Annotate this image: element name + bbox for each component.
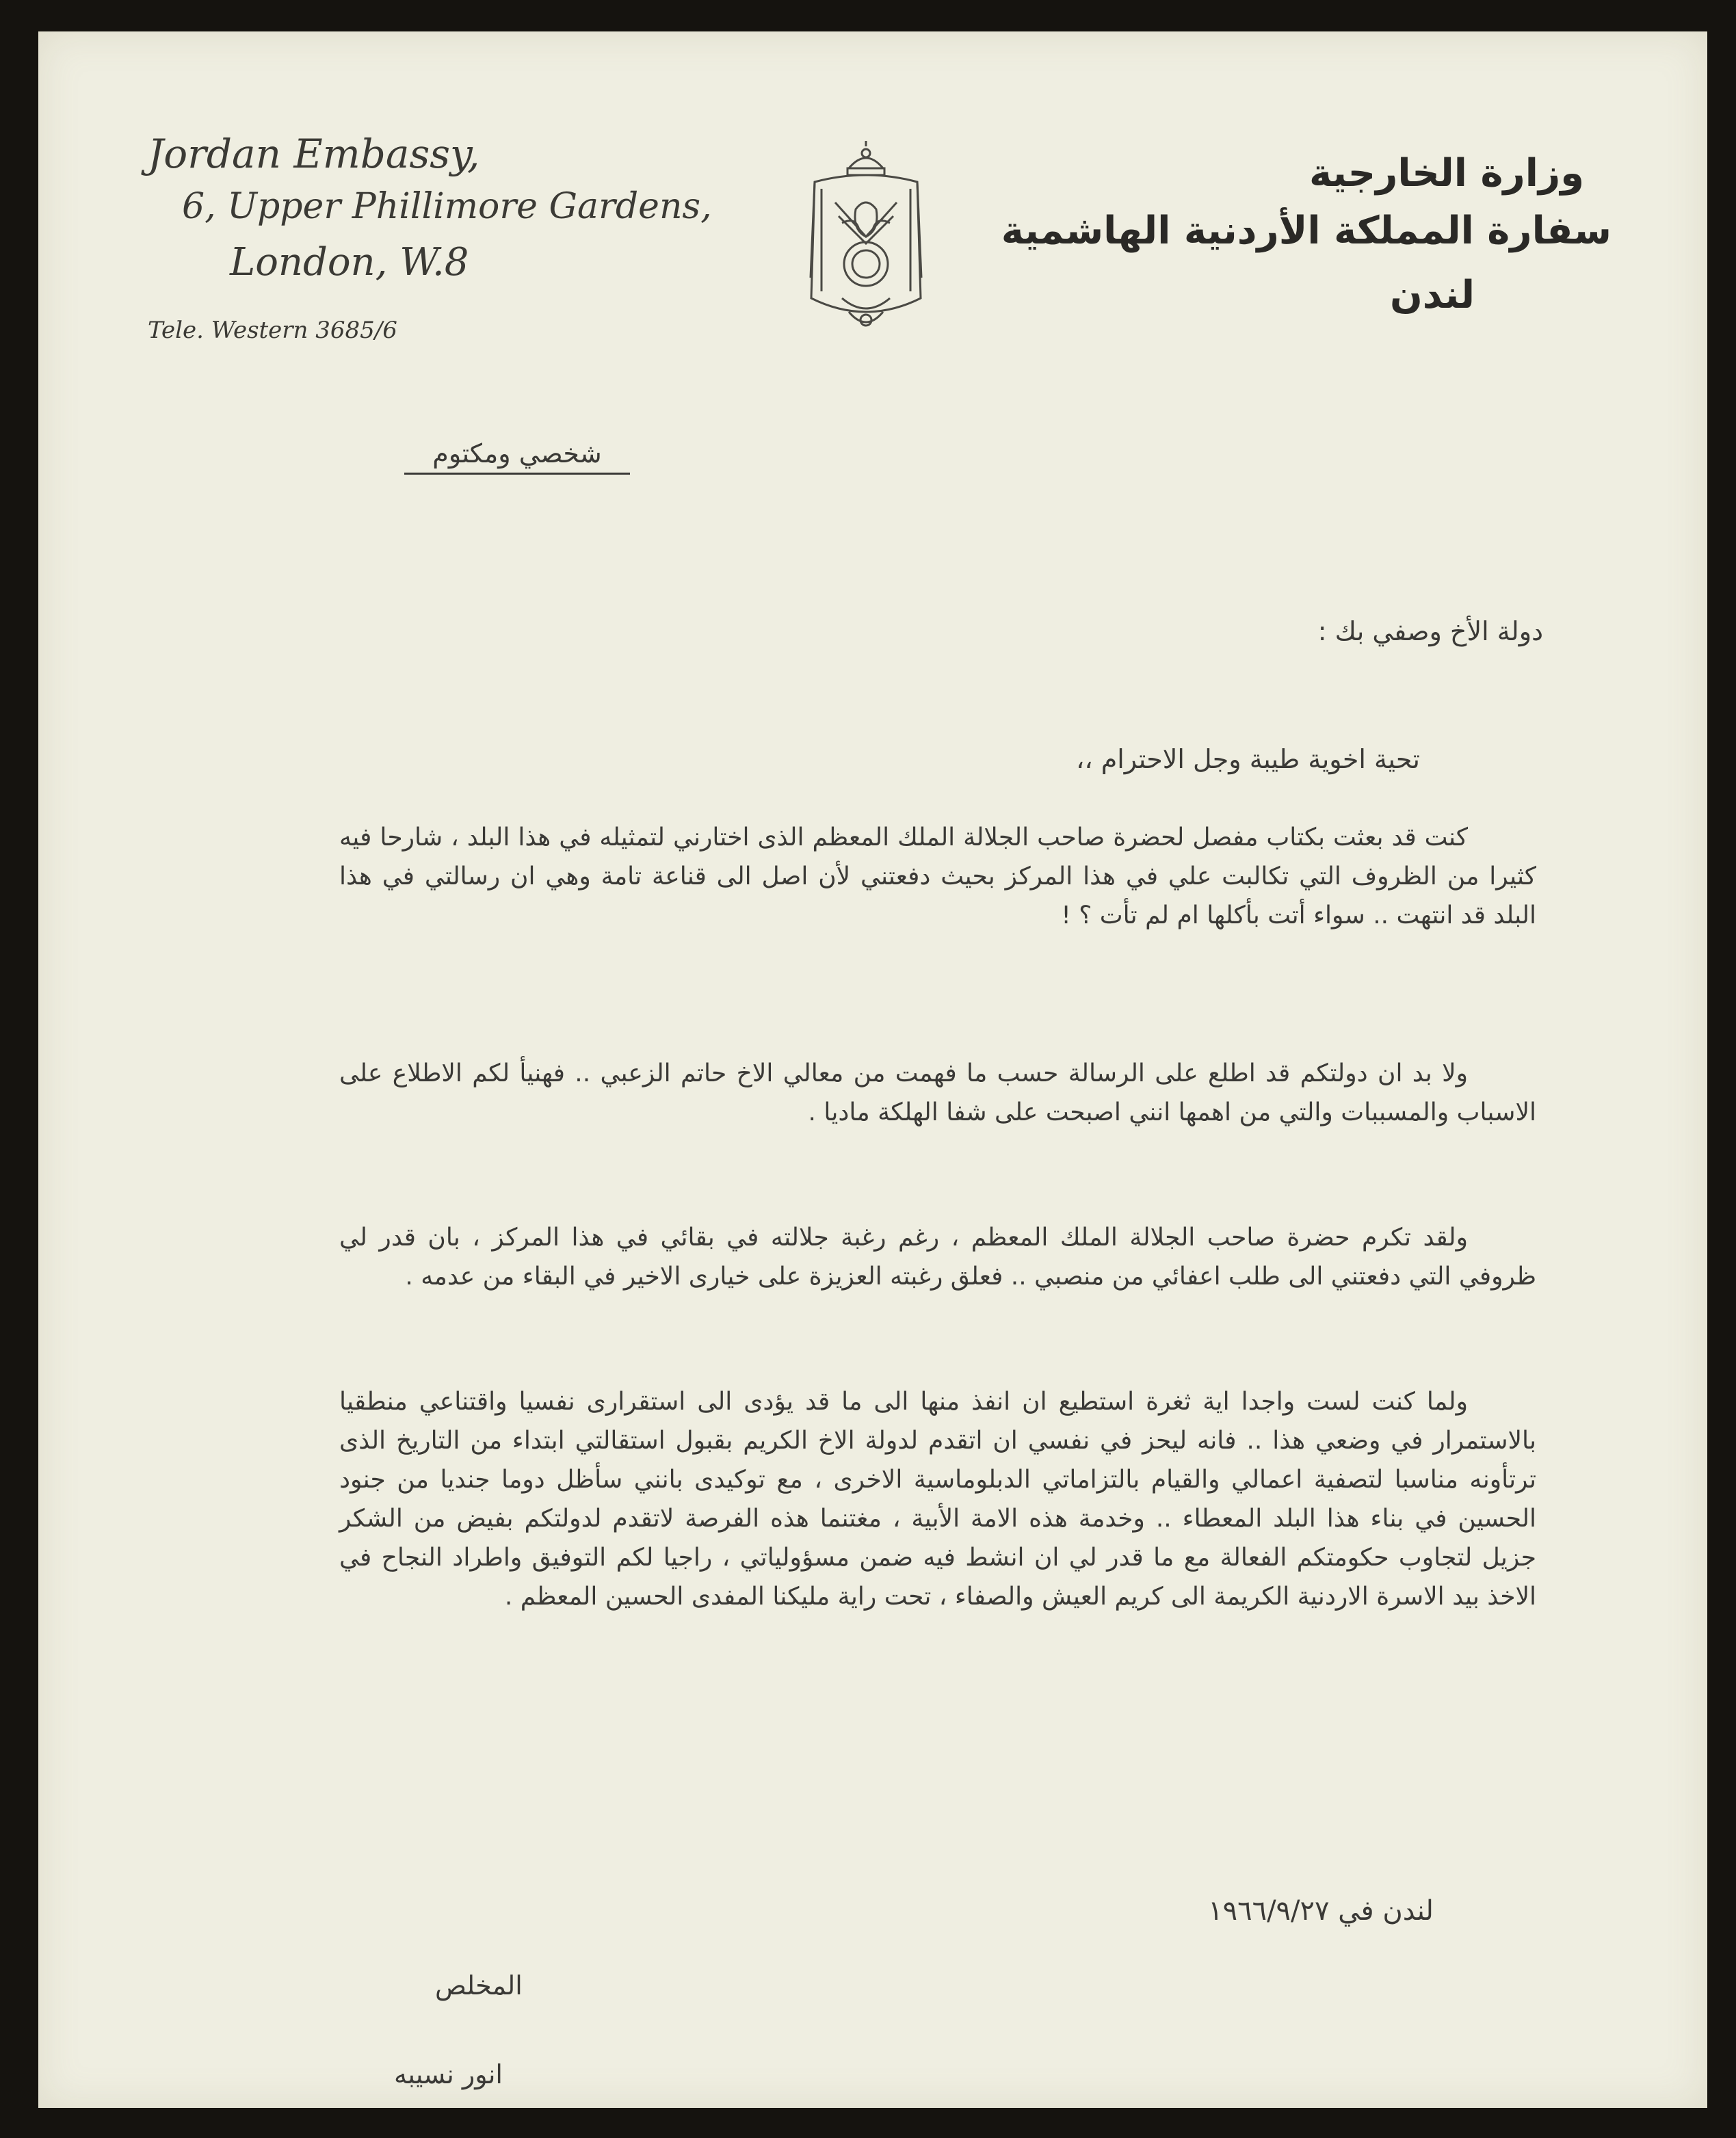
paragraph-2 [339,1054,1536,1132]
paragraph-1-text: كنت قد بعثت بكتاب مفصل لحضرة صاحب الجلالة الملك المعظم الذى اختارني لتمثيله في هذا البلد ، شارحا فيه كثيرا من الظروف التي تكالبت علي في هذا المركز بحيث دفعتني لأن اصل الى قناعة تامة وهي ان رسالتي في هذا البلد قد انتهت .. سواء أتت بأكلها ام لم تأت ؟ ! [339,823,1536,929]
paragraph-1 [339,818,1536,935]
paragraph-4 [339,1382,1536,1616]
ministry-name: وزارة الخارجية [1308,151,1584,196]
closing: المخلص [435,1970,523,2001]
paragraph-4-text: ولما كنت لست واجدا اية ثغرة استطيع ان انفذ منها الى ما قد يؤدى الى استقرارى نفسيا واقتناعي منطقيا بالاستمرار في وضعي هذا .. فانه ليحز في نفسي ان اتقدم لدولة الاخ الكريم بقبول استقالتي ابتداء من التاريخ الذى ترتأونه مناسبا لتصفية اعمالي والقيام بالتزاماتي الدبلوماسية الاخرى ، مع توكيدى بانني سأظل دوما جنديا من جنود الحسين في بناء هذا البلد المعطاء .. وخدمة هذه الامة الأبية ، مغتنما هذه الفرصة لاتقدم لدولتكم بفيض من الشكر جزيل لتجاوب حكومتكم الفعالة مع ما قدر لي ان انشط فيه ضمن مسؤولياتي ، راجيا لكم التوفيق واطراد النجاح في الاخذ بيد الاسرة الاردنية الكريمة الى كريم العيش والصفاء ، تحت راية مليكنا المفدى الحسين المعظم . [339,1388,1536,1611]
city-arabic: لندن [1389,273,1475,317]
paragraph-2-text: ولا بد ان دولتكم قد اطلع على الرسالة حسب ما فهمت من معالي الاخ حاتم الزعبي .. فهنيأ لكم الاطلاع على الاسباب والمسببات والتي من اهمها انني اصبحت على شفا الهلكة ماديا . [339,1059,1536,1126]
embassy-street: 6, Upper Phillimore Gardens, [182,186,712,227]
embassy-name: Jordan Embassy, [148,131,480,177]
greeting: تحية اخوية طيبة وجل الاحترام ،، [1076,744,1420,774]
letter-sheet [38,31,1707,2108]
jordan-coat-of-arms-icon [801,141,931,367]
paragraph-3-text: ولقد تكرم حضرة صاحب الجلالة الملك المعظم ، رغم رغبة جلالته في بقائي في هذا المركز ، بان قدر لي ظروفي التي دفعتني الى طلب اعفائي من منصبي .. فعلق رغبته العزيزة على خيارى الاخير في البقاء من عدمه . [339,1224,1536,1291]
embassy-phone: Tele. Western 3685/6 [148,317,397,344]
signature: انور نسيبه [394,2059,503,2089]
embassy-name-arabic: سفارة المملكة الأردنية الهاشمية [1001,209,1612,253]
classification-label: شخصي ومكتوم [404,438,630,475]
salutation: دولة الأخ وصفي بك : [1317,616,1543,646]
arabic-letterhead [996,148,1612,328]
date-line: لندن في ١٩٦٦/٩/٢٧ [1208,1895,1434,1927]
embassy-city: London, W.8 [230,240,469,285]
paragraph-3 [339,1218,1536,1296]
